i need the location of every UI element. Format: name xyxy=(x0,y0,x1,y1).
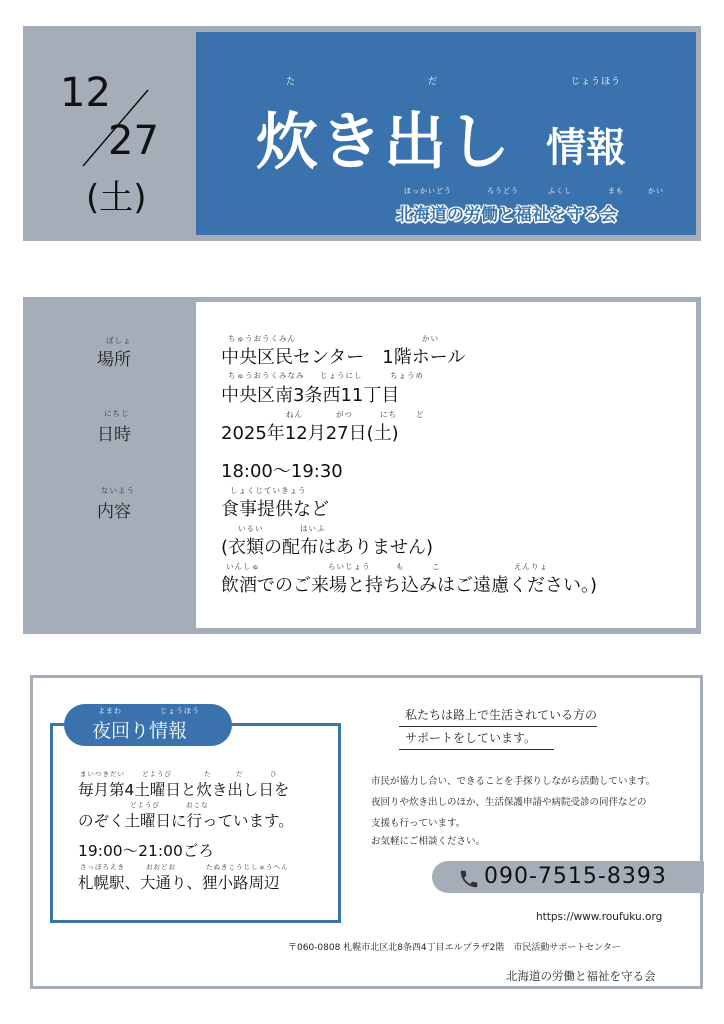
patrol-line1-ruby-4: だ xyxy=(236,770,244,778)
address-ruby-1: ちゅうおうくみなみ xyxy=(228,371,305,380)
date-weekday: (土) xyxy=(86,178,147,218)
note2-ruby-2: らいじょう xyxy=(328,562,371,571)
place-label: 場所 xyxy=(97,350,131,370)
about-body-3: 支援も行っています。 xyxy=(371,818,466,829)
org-name-header: 北海道の労働と福祉を守る会 xyxy=(396,205,617,225)
title-ruby-da: だ xyxy=(428,77,439,87)
patrol-line1-ruby-2: どようび xyxy=(142,770,172,778)
phone-number[interactable]: 090-7515-8393 xyxy=(484,864,667,889)
note1-ruby-2: はいふ xyxy=(300,524,326,533)
place-ruby: ばしょ xyxy=(106,336,132,345)
venue-text: 中央区民センター 1階ホール xyxy=(221,347,466,368)
patrol-title: 夜回り情報 xyxy=(92,720,188,742)
title-ruby-ta: た xyxy=(286,77,297,87)
patrol-line1-ruby-3: た xyxy=(204,770,212,778)
patrol-area: 札幌駅、大通り、狸小路周辺 xyxy=(78,874,280,892)
patrol-line2-ruby-1: どようび xyxy=(130,801,160,809)
about-body-4: お気軽にご相談ください。 xyxy=(371,836,486,847)
event-time: 18:00〜19:30 xyxy=(221,461,343,482)
patrol-line2-ruby-2: おこな xyxy=(186,801,209,809)
patrol-time: 19:00〜21:00ごろ xyxy=(78,842,214,860)
note2-ruby-1: いんしゅ xyxy=(226,562,260,571)
patrol-area-ruby-1: さっぽろえき xyxy=(80,863,125,871)
patrol-line1-ruby-1: まいつきだい xyxy=(80,770,125,778)
address-text: 中央区南3条西11丁目 xyxy=(221,385,400,406)
content-label: 内容 xyxy=(97,502,131,522)
org-ruby-fukushi: ふくし xyxy=(548,187,572,195)
patrol-title-ruby-1: よまわ xyxy=(98,707,122,715)
venue-ruby-1: ちゅうおうくみん xyxy=(228,334,296,343)
date-day: 27 xyxy=(108,118,159,164)
address-ruby-3: ちょうめ xyxy=(390,371,424,380)
org-name-footer: 北海道の労働と福祉を守る会 xyxy=(506,969,656,983)
org-ruby-roudou: ろうどう xyxy=(487,187,519,195)
website-url[interactable]: https://www.roufuku.org xyxy=(536,911,663,923)
note2-ruby-3: も xyxy=(396,562,405,571)
note1-text: (衣類の配布はありません) xyxy=(221,537,434,558)
address-ruby-2: じょうにし xyxy=(320,371,363,380)
venue-ruby-2: かい xyxy=(422,334,439,343)
event-date: 2025年12月27日(土) xyxy=(221,423,399,444)
note2-ruby-4: こ xyxy=(432,562,441,571)
patrol-line1-ruby-5: ひ xyxy=(270,770,278,778)
date-ruby-nen: ねん xyxy=(286,410,303,419)
note2-text: 飲酒でのご来場と持ち込みはご遠慮ください。) xyxy=(221,575,598,596)
page-title-suffix: 情報 xyxy=(546,125,626,171)
food-text: 食事提供など xyxy=(221,499,329,520)
patrol-area-ruby-3: たぬきこうじしゅうへん xyxy=(206,863,289,871)
food-ruby: しょくじていきょう xyxy=(230,486,307,495)
note2-ruby-5: えんりょ xyxy=(514,562,548,571)
about-body-2: 夜回りや炊き出しのほか、生活保護申請や病院受診の同伴などの xyxy=(371,797,647,808)
patrol-area-ruby-2: おおどお xyxy=(146,863,176,871)
about-body-1: 市民が協力し合い、できることを手探りしながら活動しています。 xyxy=(371,776,656,787)
org-ruby-hokkaido: ほっかいどう xyxy=(404,187,452,195)
content-ruby: ないよう xyxy=(101,486,135,495)
page-title: 炊き出し xyxy=(256,105,513,178)
date-month: 12 xyxy=(60,70,111,116)
date-ruby-do: ど xyxy=(416,410,425,419)
org-ruby-kai: かい xyxy=(648,187,664,195)
note1-ruby-1: いるい xyxy=(238,524,264,533)
patrol-line2: のぞく土曜日に行っています。 xyxy=(78,812,294,830)
date-ruby-gatsu: がつ xyxy=(336,410,353,419)
datetime-ruby: にちじ xyxy=(104,409,130,418)
tagline-2: サポートをしています。 xyxy=(399,729,554,750)
org-ruby-mamo: まも xyxy=(608,187,624,195)
title-ruby-jouhou: じょうほう xyxy=(571,77,622,87)
office-address: 〒060-0808 札幌市北区北8条西4丁目エルプラザ2階 市民活動サポートセンター xyxy=(288,943,621,953)
phone-icon xyxy=(458,868,480,890)
date-ruby-nichi: にち xyxy=(380,410,397,419)
patrol-line1: 毎月第4土曜日と炊き出し日を xyxy=(78,781,290,799)
patrol-title-ruby-2: じょうほう xyxy=(160,707,200,715)
tagline-1: 私たちは路上で生活されている方の xyxy=(399,706,597,727)
datetime-label: 日時 xyxy=(97,425,131,445)
